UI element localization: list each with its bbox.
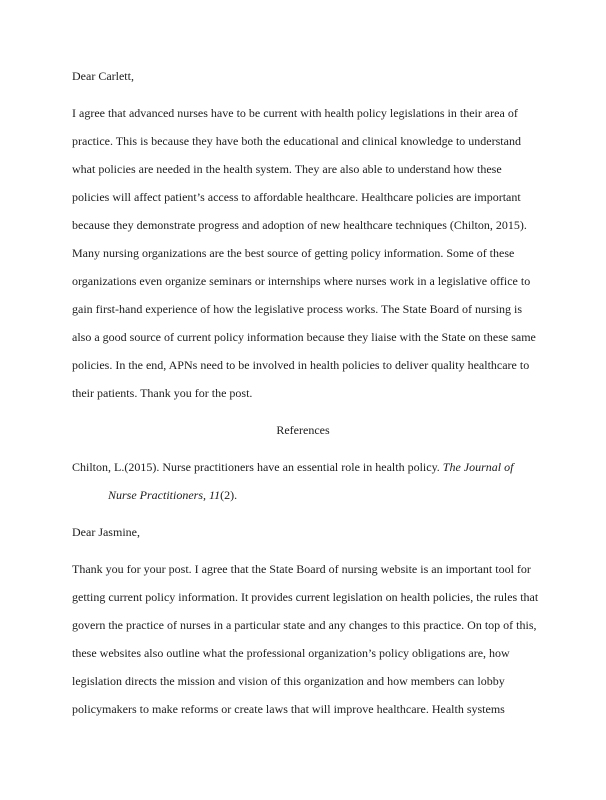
text-line: also a good source of current policy information because they liaise with the State on these same: [72, 330, 536, 344]
salutation-line: Dear Carlett,: [72, 69, 134, 83]
document-content: [72, 62, 544, 723]
journal-title-italic: Nurse Practitioners, 11: [108, 488, 221, 502]
salutation-carlett: [72, 62, 544, 90]
references-heading: [72, 416, 534, 444]
text-line: policies will affect patient’s access to affordable healthcare. Healthcare policies are important: [72, 190, 521, 204]
text-line: legislation directs the mission and vision of this organization and how members can lobby: [72, 674, 505, 688]
text-line: organizations even organize seminars or internships where nurses work in a legislative office to: [72, 274, 531, 288]
reference-text-regular: (2).: [220, 488, 238, 502]
reference-entry: [72, 453, 544, 509]
text-line: because they demonstrate progress and adoption of new healthcare techniques (Chilton, 2015).: [72, 218, 527, 232]
paragraph-reply-carlett: [72, 99, 544, 407]
text-line: their patients. Thank you for the post.: [72, 386, 253, 400]
reference-entry-line-2: [72, 481, 544, 509]
text-line: policymakers to make reforms or create laws that will improve healthcare. Health systems: [72, 702, 505, 716]
reference-entry-line-1: [72, 453, 544, 481]
text-line: I agree that advanced nurses have to be current with health policy legislations in their area of: [72, 106, 518, 120]
salutation-line: Dear Jasmine,: [72, 525, 140, 539]
text-line: what policies are needed in the health system. They are also able to understand how these: [72, 162, 502, 176]
paragraph-reply-jasmine: [72, 555, 544, 723]
text-line: these websites also outline what the professional organization’s policy obligations are, how: [72, 646, 510, 660]
references-heading-label: References: [276, 423, 330, 437]
text-line: Thank you for your post. I agree that the State Board of nursing website is an important tool for: [72, 562, 531, 576]
text-line: gain first-hand experience of how the legislative process works. The State Board of nursing is: [72, 302, 522, 316]
journal-title-italic: The Journal of: [442, 460, 514, 474]
text-line: Many nursing organizations are the best source of getting policy information. Some of these: [72, 246, 515, 260]
reference-text-regular: Chilton, L.(2015). Nurse practitioners have an essential role in health policy.: [72, 460, 443, 474]
text-line: practice. This is because they have both the educational and clinical knowledge to understand: [72, 134, 521, 148]
text-line: policies. In the end, APNs need to be involved in health policies to deliver quality healthcare to: [72, 358, 530, 372]
text-line: govern the practice of nurses in a particular state and any changes to this practice. On top of this,: [72, 618, 537, 632]
salutation-jasmine: [72, 518, 544, 546]
text-line: getting current policy information. It provides current legislation on health policies, the rules that: [72, 590, 539, 604]
